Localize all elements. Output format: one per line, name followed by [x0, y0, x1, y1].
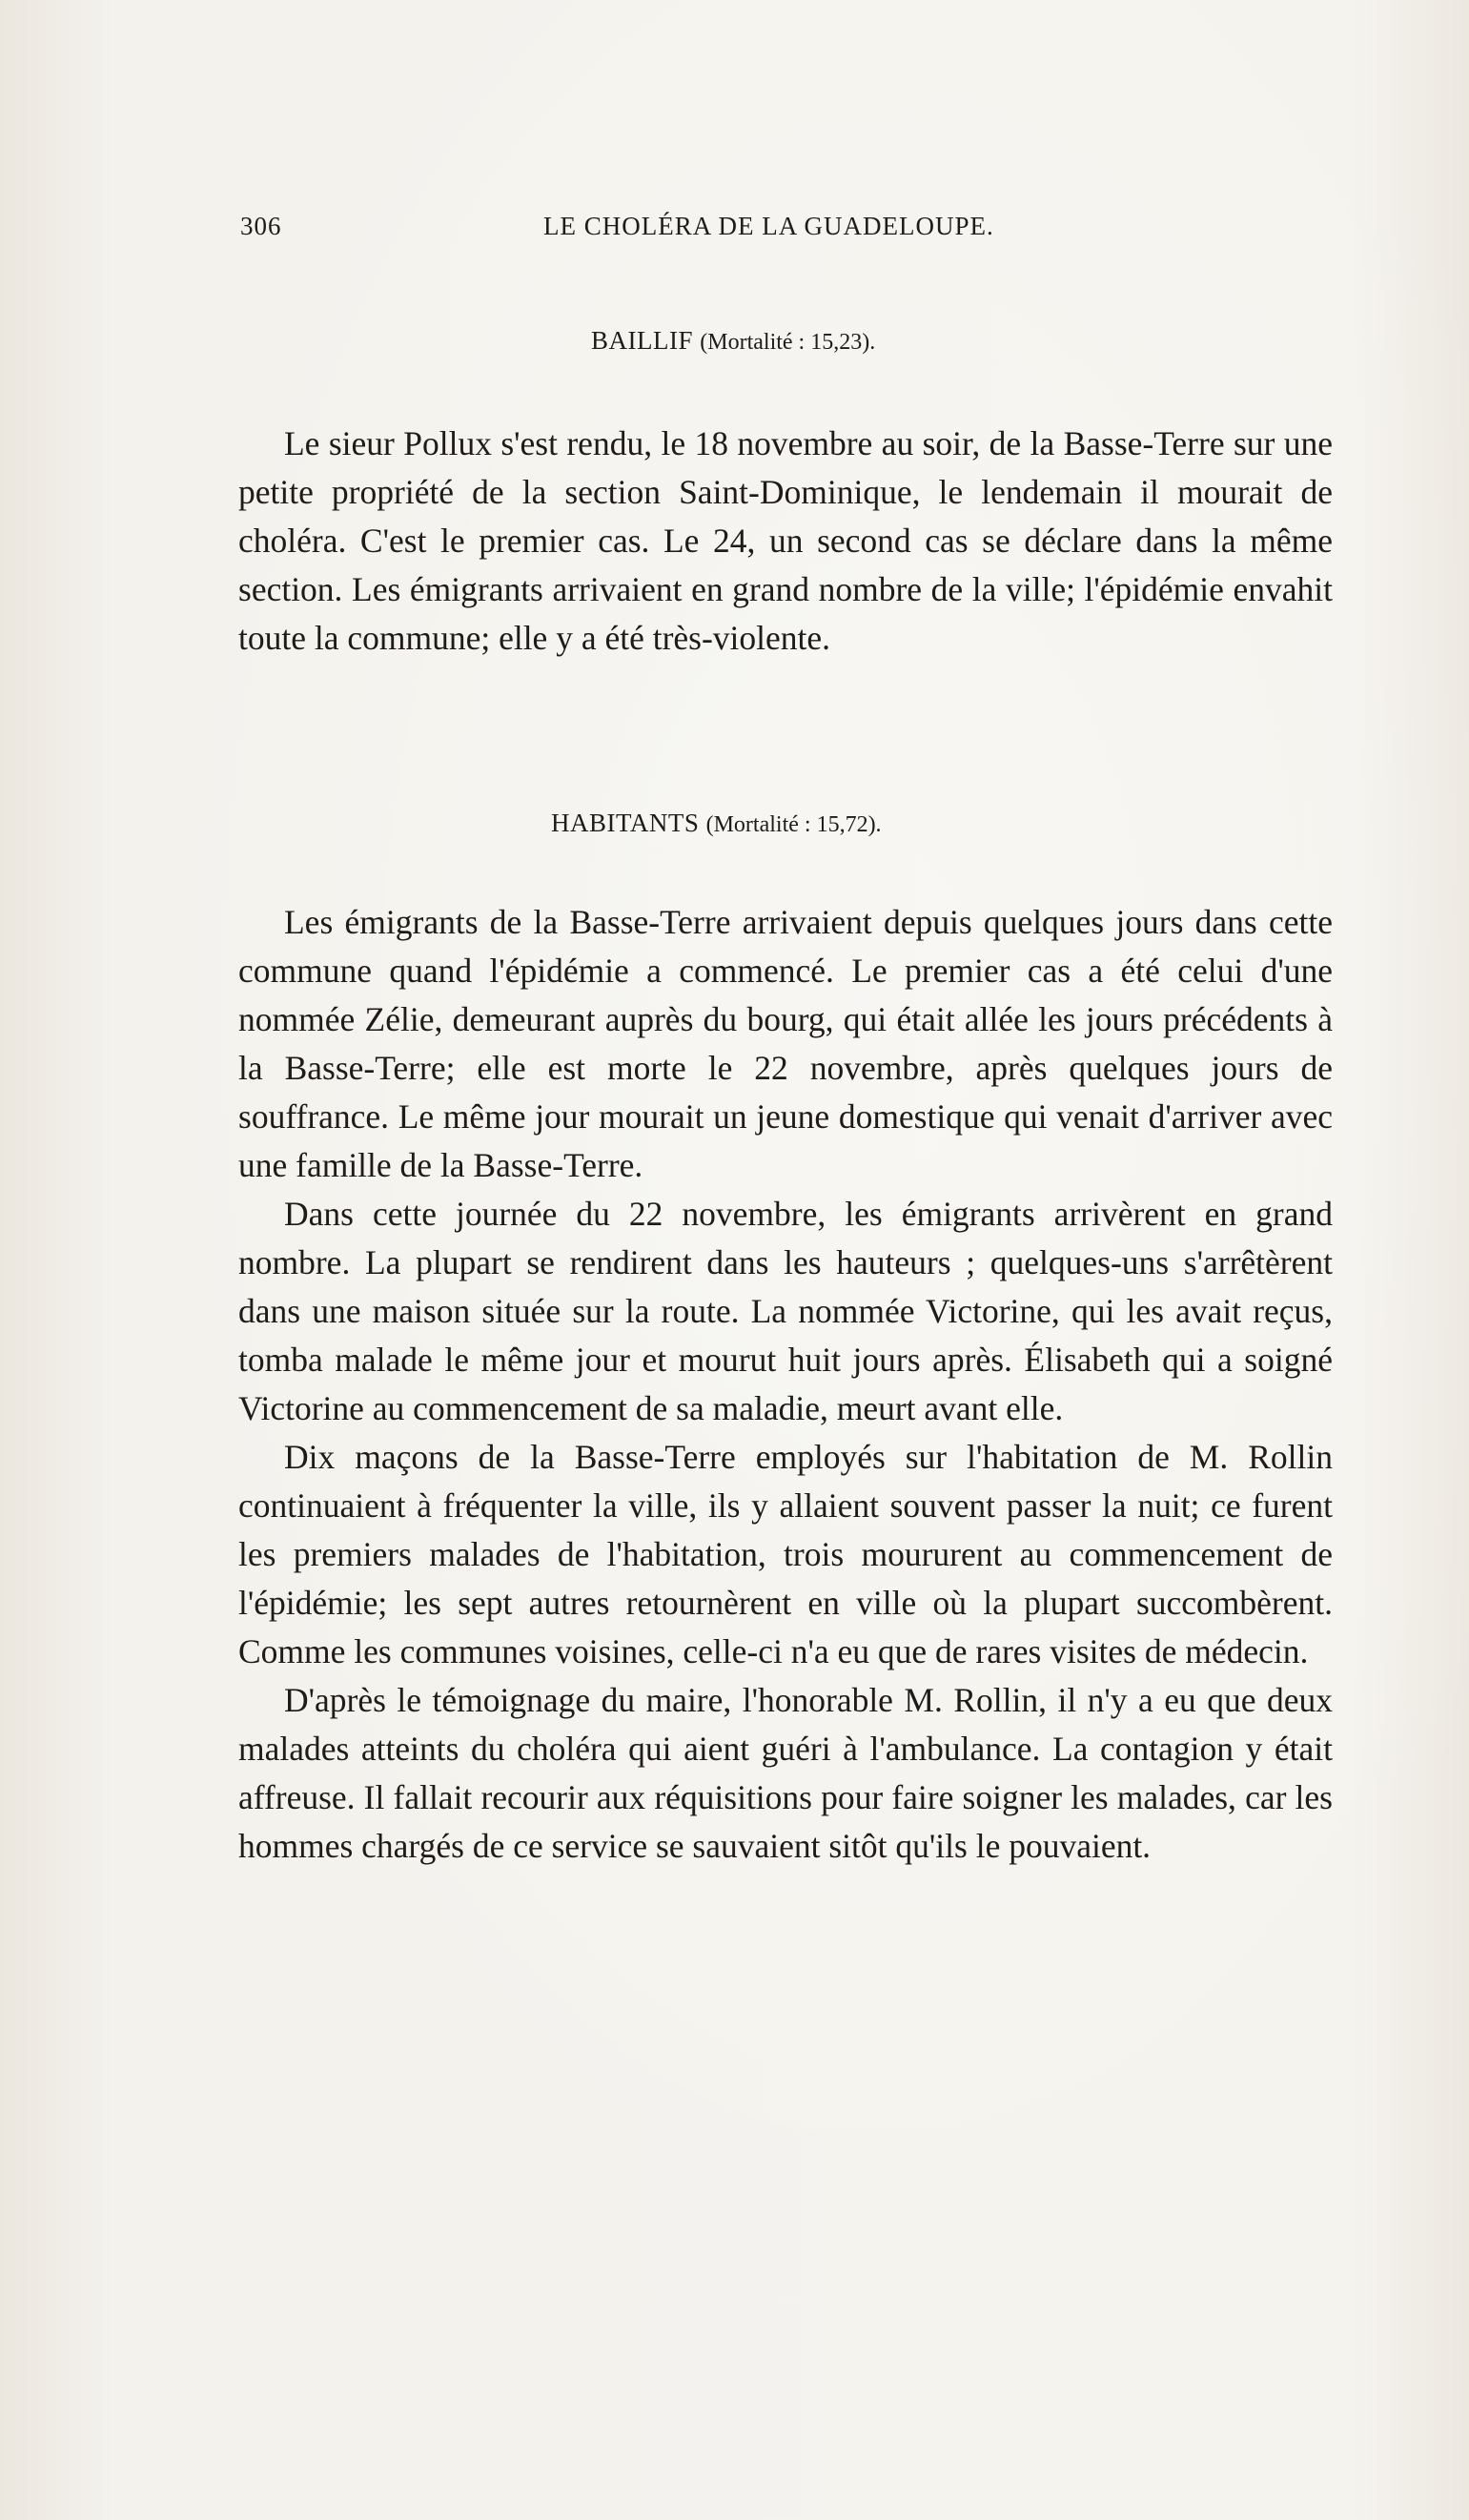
section-body-baillif: [238, 420, 1333, 663]
section-title: HABITANTS: [551, 809, 700, 837]
page-number: 306: [240, 212, 282, 240]
running-title: LE CHOLÉRA DE LA GUADELOUPE.: [543, 212, 994, 240]
paragraph: D'après le témoignage du maire, l'honorable M. Rollin, il n'y a eu que deux malades atteints du choléra qui aient guéri à l'ambulance. La contagion y était affreuse. Il fallait recourir aux réquisitions pour faire soigner les malades, car les hommes chargés de ce service se sauvaient sitôt qu'ils le pouvaient.: [238, 1681, 1333, 1865]
section-heading-baillif: [591, 326, 875, 356]
section-heading-habitants: [551, 809, 882, 838]
page-header: [240, 212, 1336, 250]
section-mortality-note: (Mortalité : 15,72).: [705, 812, 882, 837]
paragraph: Dix maçons de la Basse-Terre employés sur l'habitation de M. Rollin continuaient à fréquenter la ville, ils y allaient souvent passer la nuit; ce furent les premiers malades de l'habitation, trois moururent au commencement de l'épidémie; les sept autres retournèrent en ville où la plupart succombèrent. Comme les communes voisines, celle-ci n'a eu que de rares visites de médecin.: [238, 1438, 1333, 1670]
section-mortality-note: (Mortalité : 15,23).: [700, 330, 876, 355]
paragraph: Dans cette journée du 22 novembre, les émigrants arrivèrent en grand nombre. La plupart se rendirent dans les hauteurs ; quelques-uns s'arrêtèrent dans une maison située sur la route. La nommée Victorine, qui les avait reçus, tomba malade le même jour et mourut huit jours après. Élisabeth qui a soigné Victorine au commencement de sa maladie, meurt avant elle.: [238, 1195, 1333, 1427]
paragraph: Le sieur Pollux s'est rendu, le 18 novembre au soir, de la Basse-Terre sur une petite propriété de la section Saint-Dominique, le lendemain il mourait de choléra. C'est le premier cas. Le 24, un second cas se déclare dans la même section. Les émigrants arrivaient en grand nombre de la ville; l'épidémie envahit toute la commune; elle y a été très-violente.: [238, 424, 1333, 657]
paragraph: Les émigrants de la Basse-Terre arrivaient depuis quelques jours dans cette commune quand l'épidémie a commencé. Le premier cas a été celui d'une nommée Zélie, demeurant auprès du bourg, qui était allée les jours précédents à la Basse-Terre; elle est morte le 22 novembre, après quelques jours de souffrance. Le même jour mourait un jeune domestique qui venait d'arriver avec une famille de la Basse-Terre.: [238, 903, 1333, 1184]
section-body-habitants: [238, 898, 1333, 1871]
section-title: BAILLIF: [591, 326, 693, 355]
